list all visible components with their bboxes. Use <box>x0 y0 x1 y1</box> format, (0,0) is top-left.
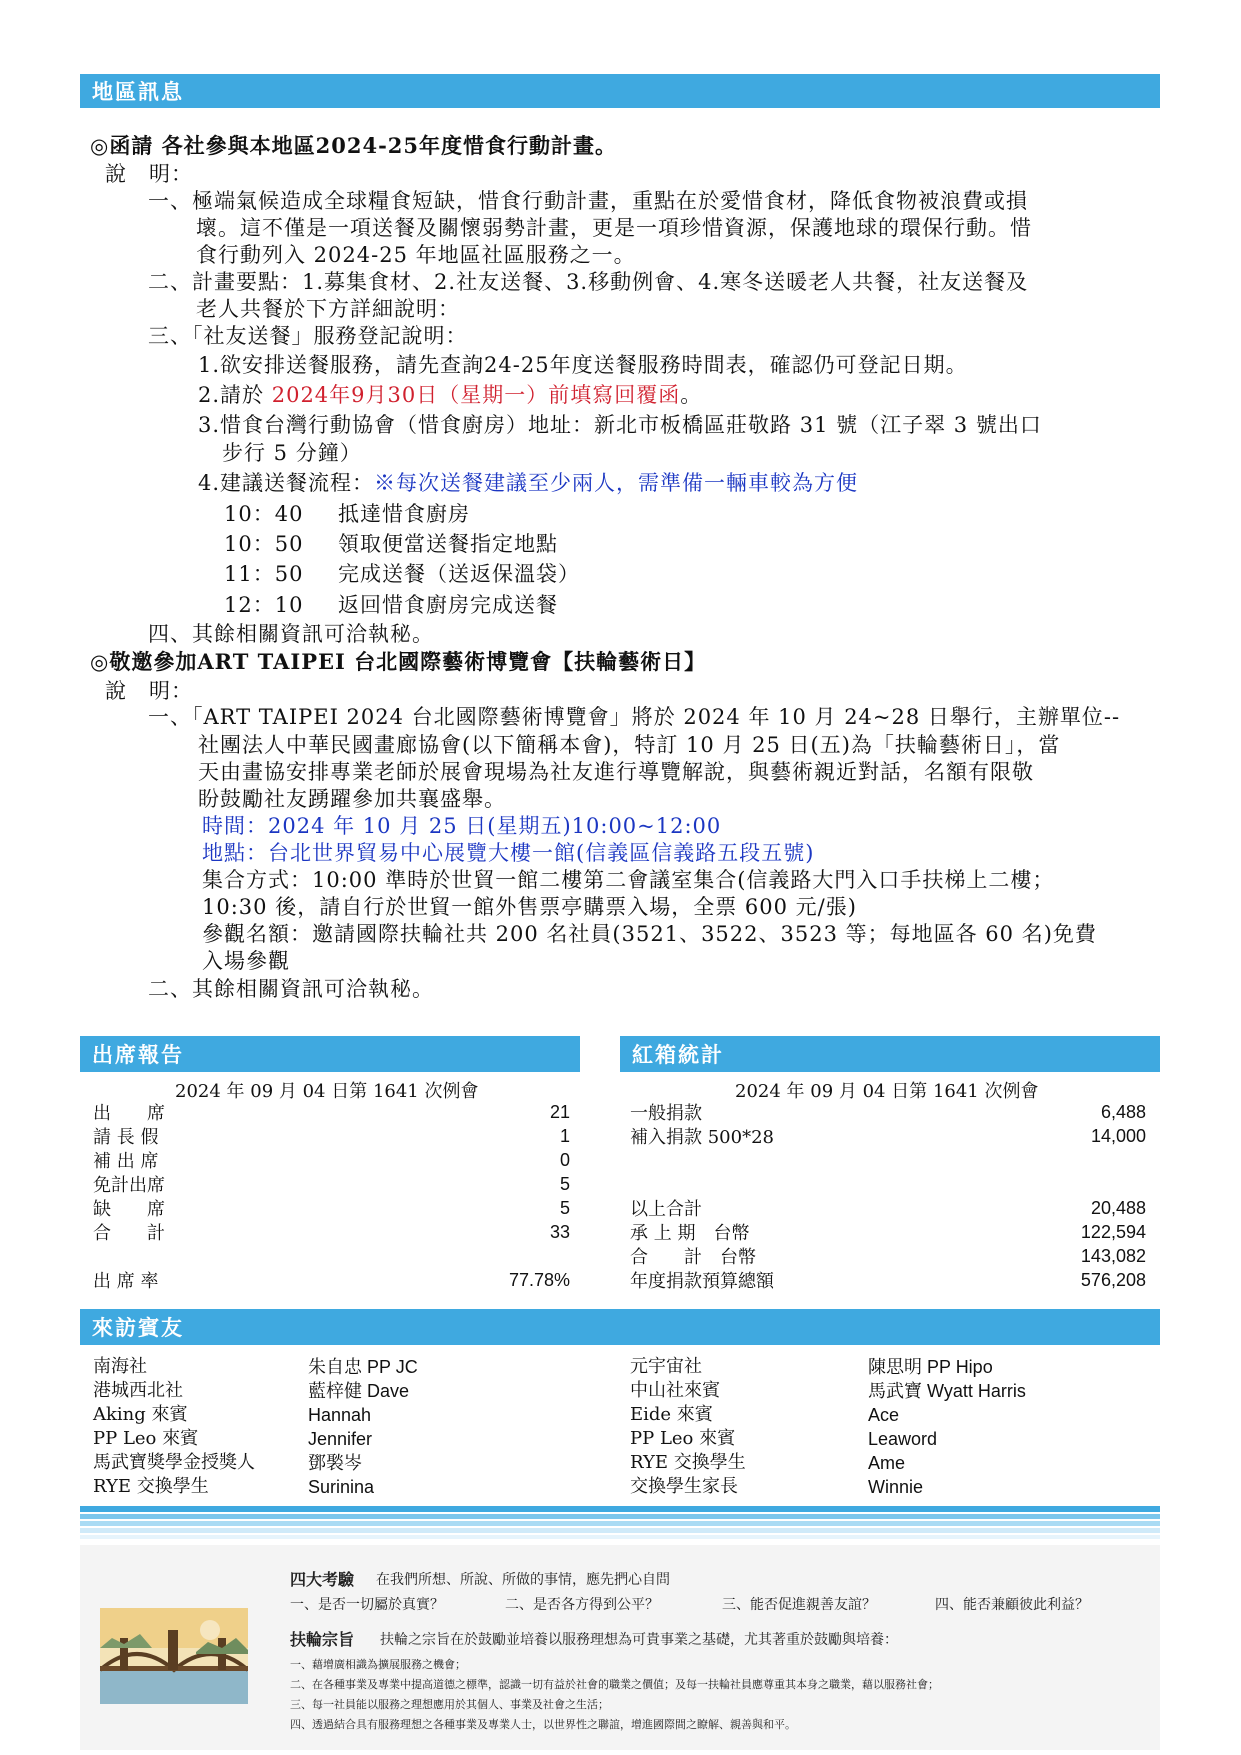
item1-p1-l2: 壞。這不僅是一項送餐及關懷弱勢計畫，更是一項珍惜資源，保護地球的環保行動。惜 <box>196 216 1032 240</box>
visitor-club: PP Leo 來賓 <box>630 1428 736 1449</box>
visitor-club: Eide 來賓 <box>630 1404 713 1425</box>
visitor-name: Winnie <box>868 1477 924 1497</box>
item1-s1: 1.欲安排送餐服務，請先查詢24-25年度送餐服務時間表，確認仍可登記日期。 <box>198 353 968 377</box>
gather-l2: 10:30 後，請自行於世貿一館外售票亭購票入場，全票 600 元/張) <box>202 895 857 919</box>
redbox-label: 合 計 台幣 <box>630 1247 756 1268</box>
four-way-test-subtitle: 在我們所想、所說、所做的事情，應先捫心自問 <box>376 1572 670 1588</box>
visitor-name: Ame <box>868 1453 906 1473</box>
item1-p3: 三、「社友送餐」服務登記說明： <box>148 324 468 348</box>
schedule-task: 返回惜食廚房完成送餐 <box>338 593 558 617</box>
item2-p1-l2: 社團法人中華民國畫廊協會(以下簡稱本會)，特訂 10 月 25 日(五)為「扶輪藝術日」，當 <box>198 733 1061 757</box>
attendance-value: 21 <box>549 1102 570 1122</box>
redbox-label: 年度捐款預算總額 <box>630 1271 774 1292</box>
attendance-value: 5 <box>559 1174 570 1194</box>
redbox-label: 以上合計 <box>630 1199 702 1220</box>
four-way-test-item: 一、是否一切屬於真實？ <box>290 1597 444 1613</box>
attendance-label: 出 席 <box>93 1103 165 1124</box>
attendance-rate-value: 77.78% <box>508 1270 570 1290</box>
item1-p1-l3: 食行動列入 2024-25 年地區社區服務之一。 <box>196 243 636 267</box>
visitor-name: 朱自忠 PP JC <box>308 1357 418 1377</box>
item2-title: ◎敬邀參加ART TAIPEI 台北國際藝術博覽會【扶輪藝術日】 <box>90 649 707 674</box>
visitor-club: 元宇宙社 <box>630 1356 702 1377</box>
item1-p4: 四、其餘相關資訊可洽執秘。 <box>148 622 434 646</box>
object-item: 一、藉增廣相識為擴展服務之機會； <box>290 1658 466 1671</box>
attendance-label: 免計出席 <box>93 1175 165 1196</box>
visitor-club: 港城西北社 <box>93 1380 183 1401</box>
redbox-value: 14,000 <box>1090 1126 1146 1146</box>
visitor-name: 藍梓健 Dave <box>308 1381 410 1401</box>
visitor-name: 鄧褧岑 <box>308 1453 362 1473</box>
object-item: 三、每一社員能以服務之理想應用於其個人、事業及社會之生活； <box>290 1698 609 1711</box>
event-time: 時間：2024 年 10 月 25 日(星期五)10:00~12:00 <box>202 814 722 838</box>
schedule-time: 10：50 <box>224 532 304 556</box>
redbox-value: 122,594 <box>1080 1222 1146 1242</box>
visitor-club: 南海社 <box>93 1356 147 1377</box>
item1-s3-l2: 步行 5 分鐘） <box>222 441 362 465</box>
visitor-club: Aking 來賓 <box>93 1404 188 1425</box>
visitors-header: 來訪賓友 <box>80 1309 1160 1345</box>
attendance-rate-label: 出 席 率 <box>93 1271 159 1292</box>
item2-desc-label: 說 明： <box>105 679 193 703</box>
quota-l1: 參觀名額：邀請國際扶輪社共 200 名社員(3521、3522、3523 等；每地區各 60 名)免費 <box>202 922 1097 946</box>
item1-s4 <box>198 469 858 497</box>
schedule-time: 10：40 <box>224 502 304 526</box>
four-way-test-item: 四、能否兼顧彼此利益？ <box>935 1597 1089 1613</box>
visitor-name: Hannah <box>308 1405 372 1425</box>
visitor-name: Leaword <box>868 1429 938 1449</box>
object-item: 二、在各種事業及專業中提高道德之標準，認識一切有益於社會的職業之價值；及每一扶輪社員應尊重其本身之職業，藉以服務社會； <box>290 1678 939 1691</box>
four-way-test-item: 三、能否促進親善友誼？ <box>722 1597 876 1613</box>
attendance-label: 補 出 席 <box>93 1151 159 1172</box>
item2-p1-l1: 一、「ART TAIPEI 2024 台北國際藝術博覽會」將於 2024 年 10 月 24~28 日舉行，主辦單位-- <box>148 705 1121 729</box>
redbox-label: 承 上 期 台幣 <box>630 1223 750 1244</box>
attendance-meeting: 2024 年 09 月 04 日第 1641 次例會 <box>175 1081 479 1102</box>
redbox-value: 6,488 <box>1100 1102 1146 1122</box>
redbox-header: 紅箱統計 <box>620 1036 1160 1072</box>
item1-s4-pre: 4.建議送餐流程： <box>198 471 375 495</box>
gather-l1: 集合方式：10:00 準時於世貿一館二樓第二會議室集合(信義路大門入口手扶梯上二樓； <box>202 868 1055 892</box>
schedule-task: 領取便當送餐指定地點 <box>338 532 558 556</box>
item1-s2 <box>198 381 702 409</box>
redbox-label: 一般捐款 <box>630 1103 702 1124</box>
attendance-label: 合 計 <box>93 1223 165 1244</box>
attendance-label: 缺 席 <box>93 1199 165 1220</box>
item1-s2-post: 。 <box>680 383 703 407</box>
object-of-rotary-subtitle: 扶輪之宗旨在於鼓勵並培養以服務理想為可貴事業之基礎，尤其著重於鼓勵與培養： <box>380 1632 898 1648</box>
visitor-name: Jennifer <box>308 1429 373 1449</box>
redbox-value: 20,488 <box>1090 1198 1146 1218</box>
item1-p2-l1: 二、計畫要點：1.募集食材、2.社友送餐、3.移動例會、4.寒冬送暖老人共餐，社友送餐及 <box>148 270 1029 294</box>
object-of-rotary-title: 扶輪宗旨 <box>290 1630 355 1649</box>
visitor-name: Ace <box>868 1405 900 1425</box>
regional-header: 地區訊息 <box>80 74 1160 108</box>
item2-p2: 二、其餘相關資訊可洽執秘。 <box>148 977 434 1001</box>
visitor-club: RYE 交換學生 <box>93 1476 209 1497</box>
visitor-name: Surinina <box>308 1477 375 1497</box>
item2-p1-l3: 天由畫協安排專業老師於展會現場為社友進行導覽解說，與藝術親近對話，名額有限敬 <box>198 760 1034 784</box>
redbox-meeting: 2024 年 09 月 04 日第 1641 次例會 <box>735 1081 1039 1102</box>
deadline-text: 2024年9月30日（星期一）前填寫回覆函 <box>271 383 681 407</box>
four-way-test-item: 二、是否各方得到公平？ <box>505 1597 659 1613</box>
visitor-club: 馬武寶獎學金授獎人 <box>93 1452 255 1473</box>
redbox-label: 補入捐款 500*28 <box>630 1127 774 1148</box>
redbox-value: 143,082 <box>1080 1246 1146 1266</box>
attendance-value: 1 <box>559 1126 570 1146</box>
visitor-name: 馬武寶 Wyatt Harris <box>868 1381 1026 1401</box>
schedule-task: 完成送餐（送返保溫袋） <box>338 562 580 586</box>
item1-s2-pre: 2.請於 <box>198 383 272 407</box>
item2-p1-l4: 盼鼓勵社友踴躍參加共襄盛舉。 <box>198 787 506 811</box>
item1-s3-l1: 3.惜食台灣行動協會（惜食廚房）地址：新北市板橋區莊敬路 31 號（江子翠 3 號出口 <box>198 413 1042 437</box>
bridge-illustration <box>100 1608 248 1704</box>
visitor-club: RYE 交換學生 <box>630 1452 746 1473</box>
four-way-test-title: 四大考驗 <box>290 1570 355 1589</box>
visitor-club: 交換學生家長 <box>630 1476 738 1497</box>
item1-p1-l1: 一、極端氣候造成全球糧食短缺，惜食行動計畫，重點在於愛惜食材，降低食物被浪費或損 <box>148 189 1028 213</box>
item1-desc-label: 說 明： <box>105 162 193 186</box>
attendance-header: 出席報告 <box>80 1036 580 1072</box>
item1-title: ◎函請 各社參與本地區2024-25年度惜食行動計畫。 <box>90 133 618 158</box>
item1-s4-note: ※每次送餐建議至少兩人，需準備一輛車較為方便 <box>374 471 859 495</box>
attendance-value: 5 <box>559 1198 570 1218</box>
event-place: 地點：台北世界貿易中心展覽大樓一館(信義區信義路五段五號) <box>202 841 815 865</box>
schedule-time: 11：50 <box>224 562 304 586</box>
object-item: 四、透過結合具有服務理想之各種事業及專業人士，以世界性之聯誼，增進國際間之瞭解、親善與和平。 <box>290 1718 796 1731</box>
quota-l2: 入場參觀 <box>202 949 290 973</box>
redbox-value: 576,208 <box>1080 1270 1146 1290</box>
attendance-value: 33 <box>549 1222 570 1242</box>
item1-p2-l2: 老人共餐於下方詳細說明： <box>196 297 460 321</box>
visitor-club: 中山社來賓 <box>630 1380 720 1401</box>
attendance-label: 請 長 假 <box>93 1127 159 1148</box>
visitor-name: 陳思明 PP Hipo <box>868 1357 993 1377</box>
schedule-time: 12：10 <box>224 593 304 617</box>
visitor-club: PP Leo 來賓 <box>93 1428 199 1449</box>
attendance-value: 0 <box>559 1150 570 1170</box>
schedule-task: 抵達惜食廚房 <box>338 502 470 526</box>
